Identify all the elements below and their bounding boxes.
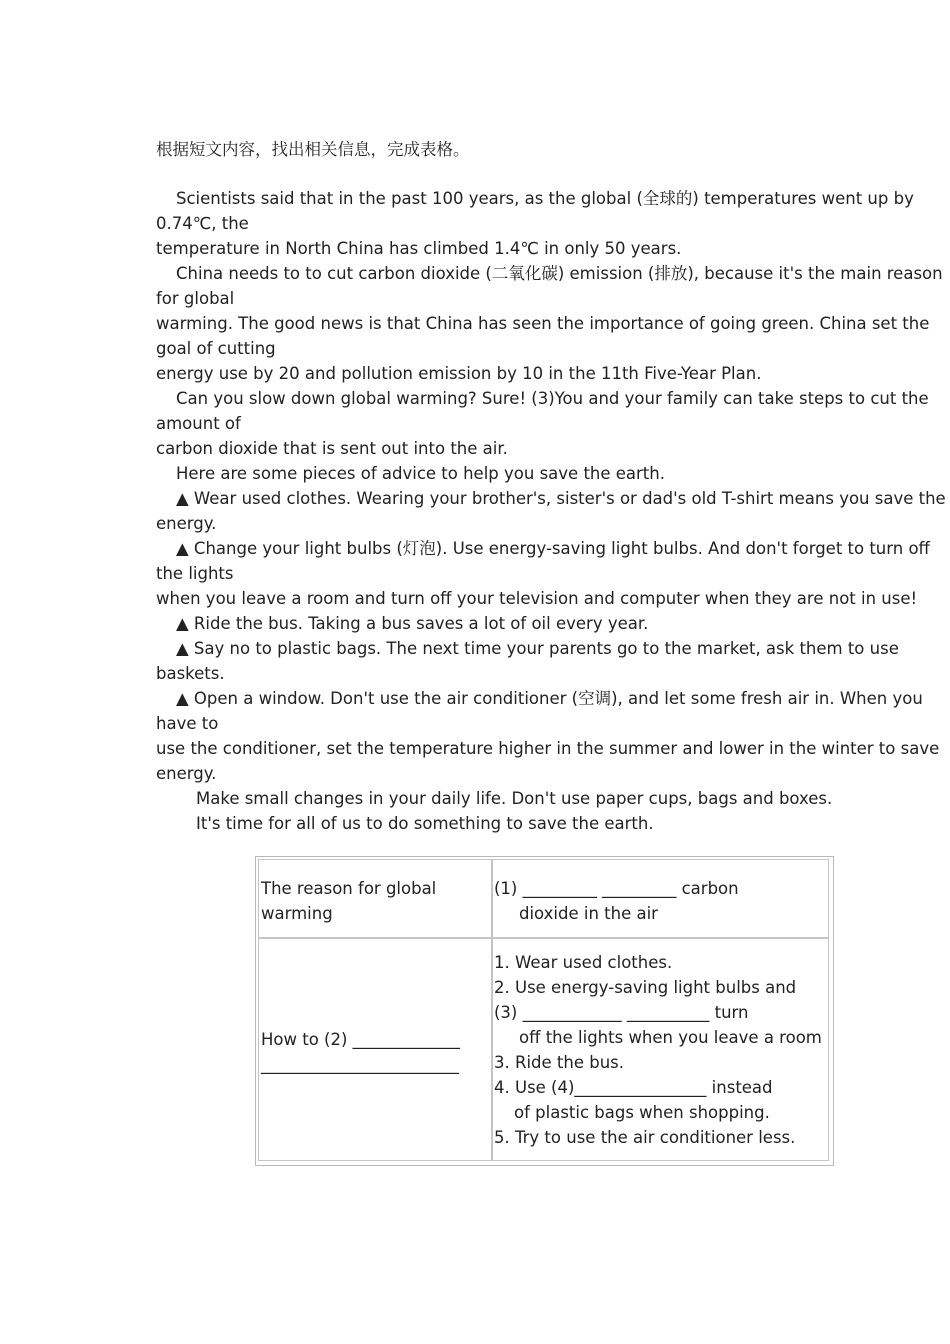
table-cell-reason-answer <box>492 859 829 938</box>
cell-text: The reason for global <box>261 879 437 898</box>
passage-line: China needs to to cut carbon dioxide (二氧化碳) emission (排放), because it's the main reason <box>176 264 943 283</box>
passage-line: carbon dioxide that is sent out into the air. <box>156 439 508 458</box>
blank-2: How to (2) _____________ <box>261 1030 460 1049</box>
advice-item: ▲ Ride the bus. Taking a bus saves a lot of oil every year. <box>176 614 649 633</box>
list-item-continued: of plastic bags when shopping. <box>514 1103 770 1122</box>
passage-line: the lights <box>156 564 234 583</box>
table-cell-how-list <box>492 938 829 1161</box>
list-item: 5. Try to use the air conditioner less. <box>494 1128 796 1147</box>
blank-1: (1) _________ _________ carbon <box>494 879 739 898</box>
answer-table <box>255 856 834 1166</box>
instruction-heading: 根据短文内容，找出相关信息，完成表格。 <box>156 140 470 159</box>
blank-3: (3) ____________ __________ turn <box>494 1003 749 1022</box>
passage-line: Make small changes in your daily life. Don't use paper cups, bags and boxes. <box>196 789 833 808</box>
advice-item: ▲ Change your light bulbs (灯泡). Use energy-saving light bulbs. And don't forget to turn off <box>176 539 930 558</box>
passage-line: Can you slow down global warming? Sure! (3)You and your family can take steps to cut the <box>176 389 929 408</box>
passage-line: energy use by 20 and pollution emission by 10 in the 11th Five-Year Plan. <box>156 364 762 383</box>
advice-item: ▲ Open a window. Don't use the air conditioner (空调), and let some fresh air in. When you <box>176 689 923 708</box>
passage-line: energy. <box>156 514 217 533</box>
cell-text: dioxide in the air <box>519 904 658 923</box>
passage-line: Scientists said that in the past 100 years, as the global (全球的) temperatures went up by <box>176 189 914 208</box>
list-item: 3. Ride the bus. <box>494 1053 625 1072</box>
table-cell-how-label <box>258 938 492 1161</box>
passage-line: for global <box>156 289 235 308</box>
passage-line: 0.74℃, the <box>156 214 249 233</box>
passage-line: have to <box>156 714 219 733</box>
advice-item: ▲ Wear used clothes. Wearing your brother's, sister's or dad's old T-shirt means you save the <box>176 489 946 508</box>
document-body <box>156 137 946 836</box>
passage-line: amount of <box>156 414 241 433</box>
advice-item: ▲ Say no to plastic bags. The next time your parents go to the market, ask them to use <box>176 639 899 658</box>
passage-line: goal of cutting <box>156 339 276 358</box>
passage-line: warming. The good news is that China has seen the importance of going green. China set the <box>156 314 930 333</box>
passage-line: energy. <box>156 764 217 783</box>
list-item-continued: off the lights when you leave a room <box>519 1028 822 1047</box>
passage-line: use the conditioner, set the temperature higher in the summer and lower in the winter to save <box>156 739 940 758</box>
passage-line: Here are some pieces of advice to help you save the earth. <box>176 464 665 483</box>
passage-line: temperature in North China has climbed 1.4℃ in only 50 years. <box>156 239 682 258</box>
cell-text: warming <box>261 904 333 923</box>
passage-line: baskets. <box>156 664 225 683</box>
blank-4: 4. Use (4)________________ instead <box>494 1078 773 1097</box>
list-item: 1. Wear used clothes. <box>494 953 673 972</box>
passage-line: It's time for all of us to do something to save the earth. <box>196 814 654 833</box>
blank-2-continued: ________________________ <box>261 1055 459 1074</box>
passage-line: when you leave a room and turn off your television and computer when they are not in use! <box>156 589 918 608</box>
list-item: 2. Use energy-saving light bulbs and <box>494 978 797 997</box>
table-cell-reason-label <box>258 859 492 938</box>
